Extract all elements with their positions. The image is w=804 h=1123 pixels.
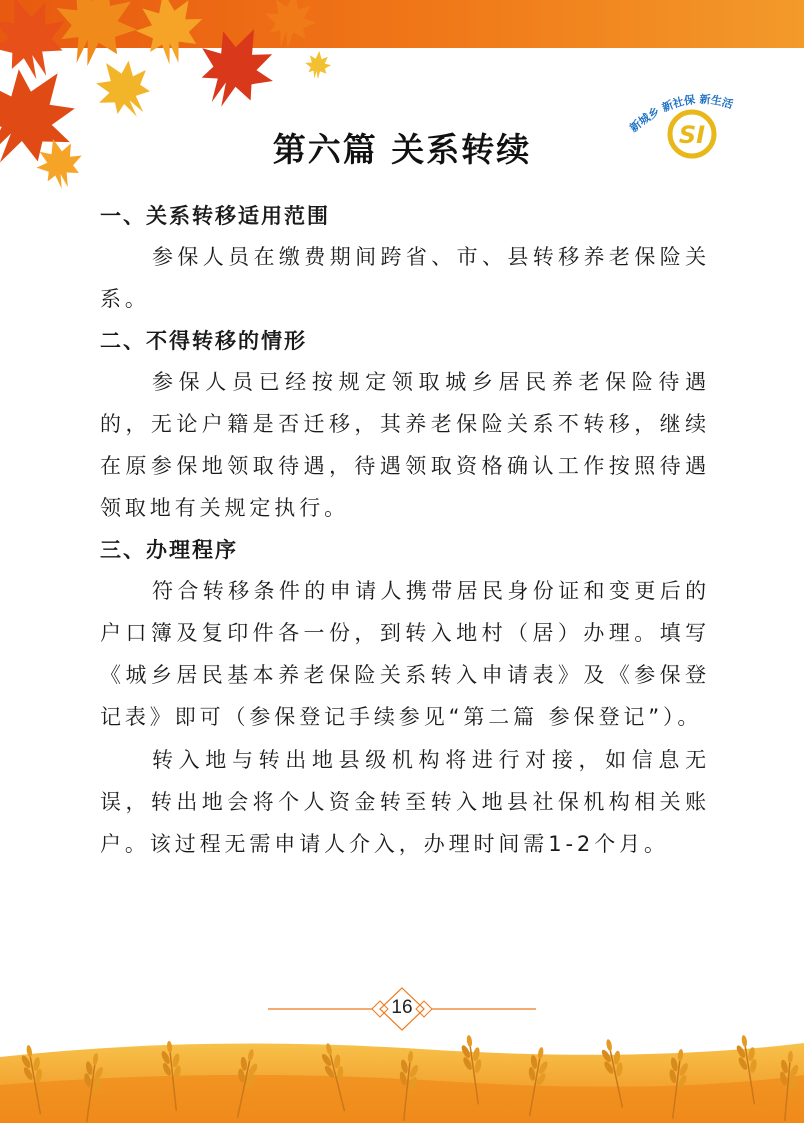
section-exclusions	[100, 321, 710, 529]
section-paragraph: 参保人员在缴费期间跨省、市、县转移养老保险关系。	[100, 245, 710, 311]
section-heading: 一、关系转移适用范围	[100, 204, 330, 228]
section-paragraph: 符合转移条件的申请人携带居民身份证和变更后的户口簿及复印件各一份，到转入地村（居）办理。填写《城乡居民基本养老保险关系转入申请表》及《参保登记表》即可（参保登记手续参见“第二篇 参保登记”）。	[100, 579, 710, 729]
section-procedure	[100, 530, 710, 865]
document-body	[100, 196, 710, 866]
logo-slogan-3: 新生活	[699, 92, 735, 112]
section-scope	[100, 196, 710, 320]
section-paragraph: 转入地与转出地县级机构将进行对接，如信息无误，转出地会将个人资金转至转入地县社保机构相关账户。该过程无需申请人介入，办理时间需1-2个月。	[100, 748, 710, 856]
logo-emblem-text: SI	[678, 121, 706, 149]
section-heading: 二、不得转移的情形	[100, 329, 307, 353]
section-paragraph: 参保人员已经按规定领取城乡居民养老保险待遇的，无论户籍是否迁移，其养老保险关系不转移，继续在原参保地领取待遇，待遇领取资格确认工作按照待遇领取地有关规定执行。	[100, 370, 710, 520]
page-title: 第六篇 关系转续	[272, 130, 532, 169]
section-heading: 三、办理程序	[100, 538, 238, 562]
logo-slogan-2: 新社保	[660, 93, 696, 115]
page-number: 16	[391, 997, 413, 1018]
logo-slogan-1: 新城乡	[627, 104, 663, 135]
wheat-field-decoration	[0, 1015, 804, 1123]
